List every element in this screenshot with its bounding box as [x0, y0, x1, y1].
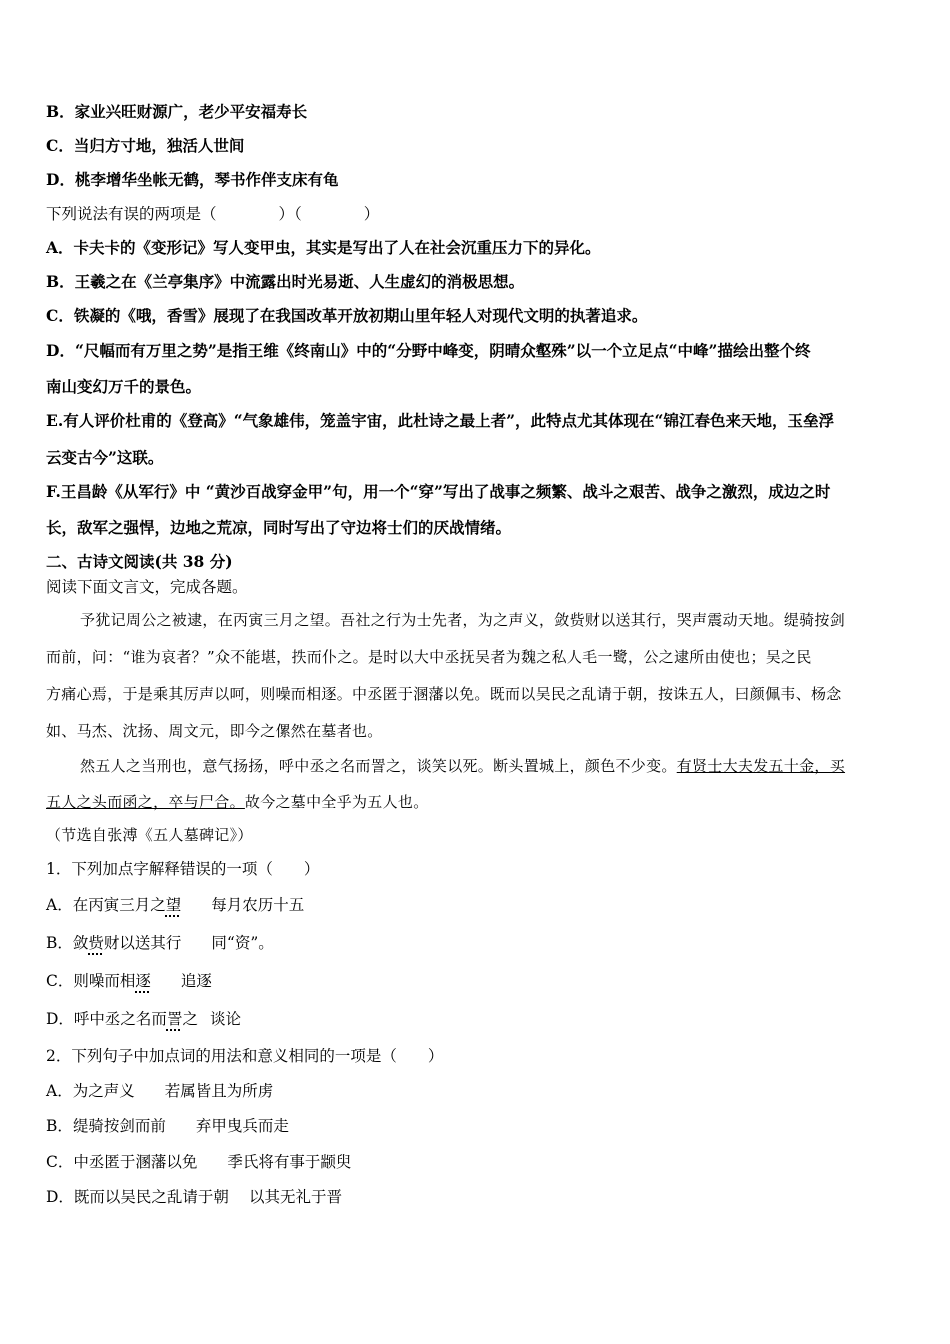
qa2-d-right: 以其无礼于晋	[248, 1188, 342, 1206]
qa1-stem: 1．下列加点字解释错误的一项（ ）	[46, 860, 320, 878]
passage-p2-underlined-cont: 五人之头而函之，卒与尸合。	[46, 793, 245, 811]
qa2-option-a	[46, 1081, 906, 1101]
passage-p2-line2	[46, 792, 906, 812]
q1-option-d: D．桃李增华坐帐无鹤，琴书作伴支床有龟	[46, 170, 339, 189]
qa1-c-text: C．则噪而相	[46, 972, 136, 990]
qa1-b-text2: 财以送其行	[103, 934, 182, 952]
qa1-a-answer: 每月农历十五	[211, 896, 305, 914]
section-heading: 二、古诗文阅读(共 38 分)	[46, 552, 233, 571]
qa2-a-left: A．为之声义	[46, 1082, 135, 1100]
qa1-d-dotted: 詈	[166, 1010, 183, 1028]
qa1-option-d	[46, 1009, 906, 1029]
qa2-b-right: 弃甲曳兵而走	[195, 1117, 289, 1135]
passage-p1-line4: 如、马杰、沈扬、周文元，即今之傫然在墓者也。	[46, 722, 383, 740]
qa1-option-b	[46, 933, 906, 953]
passage-p2-plain-cont: 故今之墓中全乎为五人也。	[244, 793, 429, 811]
qa2-d-left: D．既而以吴民之乱请于朝	[46, 1188, 229, 1206]
q2-option-d-line1: D．“尺幅而有万里之势”是指王维《终南山》中的“分野中峰变，阴晴众壑殊”以一个立足点“中峰”描绘出整个终	[46, 341, 811, 360]
passage-p2-line1	[80, 756, 906, 776]
q2-option-f-line2: 长，敌军之强悍，边地之荒凉，同时写出了守边将士们的厌战情绪。	[46, 518, 512, 537]
q2-stem: 下列说法有误的两项是（ ）（ ）	[46, 205, 380, 223]
q2-option-e-line2: 云变古今”这联。	[46, 448, 164, 467]
qa1-b-answer: 同“资”。	[211, 934, 274, 952]
q2-option-f-line1: F.王昌龄《从军行》中 “黄沙百战穿金甲”句，用一个“穿”写出了战事之频繁、战斗之艰苦、战争之激烈，成边之时	[46, 482, 831, 501]
qa2-option-d	[46, 1187, 906, 1207]
qa1-d-text2: 之	[182, 1010, 198, 1028]
qa2-b-left: B．缇骑按剑而前	[46, 1117, 166, 1135]
q2-option-b: B．王羲之在《兰亭集序》中流露出时光易逝、人生虚幻的消极思想。	[46, 272, 525, 291]
passage-p1-line3: 方痛心焉，于是乘其厉声以呵，则噪而相逐。中丞匿于溷藩以免。既而以吴民之乱请于朝，按诛五人，曰颜佩韦、杨念	[46, 685, 842, 703]
qa1-c-answer: 追逐	[180, 972, 212, 990]
qa1-d-answer: 谈论	[209, 1010, 241, 1028]
qa1-b-dotted: 赀	[88, 934, 104, 952]
q1-option-c: C．当归方寸地，独活人世间	[46, 136, 245, 155]
passage-p1-line1: 予犹记周公之被逮，在丙寅三月之望。吾社之行为士先者，为之声义，敛赀财以送其行，哭声震动天地。缇骑按剑	[80, 611, 846, 629]
qa1-a-text: A．在丙寅三月之	[46, 896, 166, 914]
qa2-c-left: C．中丞匿于溷藩以免	[46, 1153, 198, 1171]
qa1-b-text: B．敛	[46, 934, 89, 952]
q2-option-a: A．卡夫卡的《变形记》写人变甲虫，其实是写出了人在社会沉重压力下的异化。	[46, 238, 601, 257]
q2-option-e-line1: E.有人评价杜甫的《登高》“气象雄伟，笼盖宇宙，此杜诗之最上者”，此特点尤其体现在“锦江春色来天地，玉垒浮	[46, 411, 834, 430]
qa1-d-text: D．呼中丞之名而	[46, 1010, 167, 1028]
qa2-option-b	[46, 1116, 906, 1136]
qa2-c-right: 季氏将有事于颛臾	[227, 1153, 352, 1171]
section-intro: 阅读下面文言文，完成各题。	[46, 578, 248, 596]
passage-p2-plain: 然五人之当刑也，意气扬扬，呼中丞之名而詈之，谈笑以死。断头置城上，颜色不少变。	[80, 757, 677, 775]
qa2-stem: 2．下列句子中加点词的用法和意义相同的一项是（ ）	[46, 1047, 444, 1065]
qa1-option-a	[46, 895, 906, 915]
passage-p1-line2: 而前，问：“谁为哀者？”众不能堪，抶而仆之。是时以大中丞抚吴者为魏之私人毛一鹭，公之逮所由使也；吴之民	[46, 648, 812, 666]
qa1-option-c	[46, 971, 906, 991]
qa1-c-dotted: 逐	[135, 972, 151, 990]
qa1-a-dotted: 望	[165, 896, 182, 914]
passage-p2-underlined: 有贤士大夫发五十金，买	[676, 757, 846, 775]
q2-option-c: C．铁凝的《哦，香雪》展现了在我国改革开放初期山里年轻人对现代文明的执著追求。	[46, 306, 648, 325]
q1-option-b: B．家业兴旺财源广，老少平安福寿长	[46, 102, 308, 121]
passage-source: （节选自张溥《五人墓碑记》）	[46, 826, 253, 844]
q2-option-d-line2: 南山变幻万千的景色。	[46, 377, 202, 396]
qa2-option-c	[46, 1152, 906, 1172]
qa2-a-right: 若属皆且为所虏	[164, 1082, 274, 1100]
